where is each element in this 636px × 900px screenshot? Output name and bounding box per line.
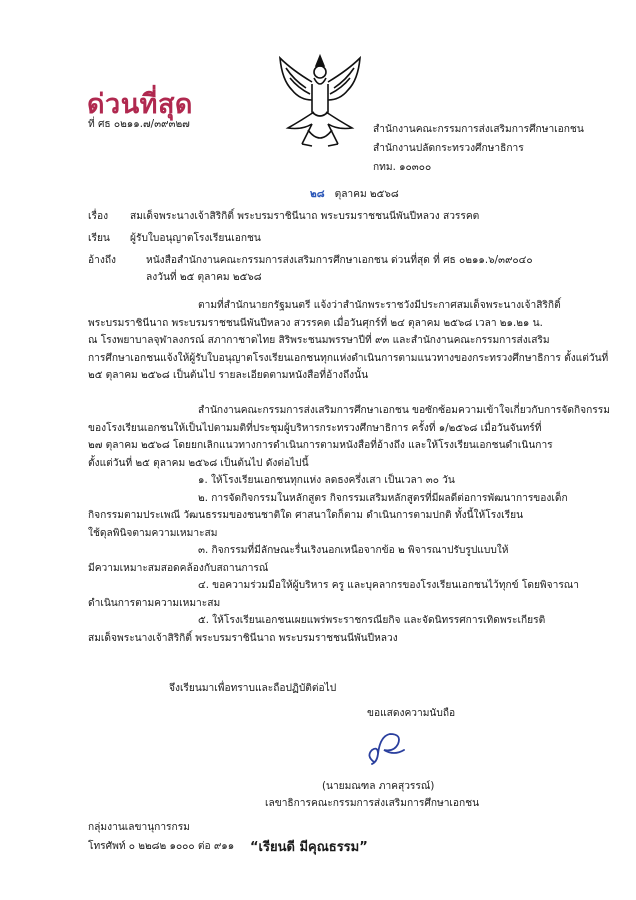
reference-number: ที่ ศธ ๐๒๑๑.๗/๓๙๓๒๗ (88, 119, 190, 130)
subject-line (88, 210, 479, 224)
motto: “เรียนดี มีคุณธรรม” (250, 840, 368, 855)
recipient-line (88, 232, 261, 246)
list-item (88, 490, 568, 543)
text-line: สมเด็จพระนางเจ้าสิริกิติ์ พระบรมราชินีนาถ พระบรมราชชนนีพันปีหลวง (88, 632, 398, 644)
text-line: ๑. ให้โรงเรียนเอกชนทุกแห่ง ลดธงครึ่งเสา เป็นเวลา ๓๐ วัน (198, 475, 455, 486)
reference-label: อ้างถึง (88, 255, 116, 266)
recipient-label: เรียน (88, 233, 110, 244)
date-month-year: ตุลาคม ๒๕๖๘ (334, 189, 399, 200)
signatory-name: (นายมณฑล ภาคสุวรรณ์) (322, 781, 435, 792)
org-line: สำนักงานปลัดกระทรวงศึกษาธิการ (373, 143, 524, 154)
garuda-emblem-icon (272, 50, 368, 150)
recipient-text: ผู้รับใบอนุญาตโรงเรียนเอกชน (130, 233, 261, 244)
urgency-heading: ด่วนที่สุด (87, 89, 193, 120)
text-line: ๓. กิจกรรมที่มีลักษณะรื่นเริงนอกเหนือจากข้อ ๒ พิจารณาปรับรูปแบบให้ (198, 545, 509, 556)
phone-number: โทรศัพท์ ๐ ๒๒๘๒ ๑๐๐๐ ต่อ ๙๑๑ (88, 841, 235, 852)
org-line: กทม. ๑๐๓๐๐ (373, 162, 432, 173)
closing-request: จึงเรียนมาเพื่อทราบและถือปฏิบัติต่อไป (169, 683, 337, 694)
list-item (88, 612, 558, 647)
text-line: ๔. ขอความร่วมมือให้ผู้บริหาร ครู และบุคลากรของโรงเรียนเอกชนไว้ทุกข์ โดยพิจารณา (198, 580, 579, 591)
complimentary-close: ขอแสดงความนับถือ (367, 708, 456, 719)
text-line: ณ โรงพยาบาลจุฬาลงกรณ์ สภากาชาดไทย สิริพระชนมพรรษาปีที่ ๙๓ และสำนักงานคณะกรรมการส่งเสริม (88, 335, 550, 346)
body-paragraph-1 (88, 297, 609, 385)
reference-text: หนังสือสำนักงานคณะกรรมการส่งเสริมการศึกษาเอกชน ด่วนที่สุด ที่ ศธ ๐๒๑๑.๖/๓๙๐๔๐ (146, 255, 533, 266)
subject-label: เรื่อง (88, 211, 109, 222)
text-line: ตามที่สำนักนายกรัฐมนตรี แจ้งว่าสำนักพระราชวังมีประกาศสมเด็จพระนางเจ้าสิริกิติ์ (198, 300, 561, 311)
reference-line (88, 254, 533, 268)
list-item (88, 577, 579, 612)
org-line: สำนักงานคณะกรรมการส่งเสริมการศึกษาเอกชน (373, 124, 584, 135)
text-line: สำนักงานคณะกรรมการส่งเสริมการศึกษาเอกชน ขอซักซ้อมความเข้าใจเกี่ยวกับการจัดกิจกรรม (198, 405, 610, 416)
text-line: ๒๕ ตุลาคม ๒๕๖๘ เป็นต้นไป รายละเอียดตามหนังสือที่อ้างถึงนั้น (88, 370, 369, 381)
subject-text: สมเด็จพระนางเจ้าสิริกิติ์ พระบรมราชินีนาถ พระบรมราชชนนีพันปีหลวง สวรรคต (130, 211, 480, 222)
text-line: กิจกรรมตามประเพณี วัฒนธรรมของชนชาติใด ศาสนาใดก็ตาม ดำเนินการตามปกติ ทั้งนี้ให้โรงเรียน (88, 510, 524, 521)
date-day: ๒๘ (310, 189, 325, 200)
handwritten-signature-icon (360, 728, 410, 768)
sender-organization (373, 120, 584, 177)
text-line: ใช้ดุลพินิจตามความเหมาะสม (88, 527, 218, 539)
reference-date: ลงวันที่ ๒๕ ตุลาคม ๒๕๖๘ (146, 272, 262, 283)
list-item (88, 542, 558, 577)
text-line: ๕. ให้โรงเรียนเอกชนเผยแพร่พระราชกรณียกิจ และจัดนิทรรศการเทิดพระเกียรติ (198, 615, 546, 626)
text-line: การศึกษาเอกชนแจ้งให้ผู้รับใบอนุญาตโรงเรียนเอกชนทุกแห่งดำเนินการตามแนวทางของกระทรวงศึกษาธิการ ตั้งแต่วันที่ (88, 352, 609, 364)
text-line: มีความเหมาะสมสอดคล้องกับสถานการณ์ (88, 562, 269, 574)
department: กลุ่มงานเลขานุการกรม (88, 822, 190, 833)
list-item (88, 472, 558, 490)
text-line: ตั้งแต่วันที่ ๒๕ ตุลาคม ๒๕๖๘ เป็นต้นไป ดังต่อไปนี้ (88, 457, 309, 469)
text-line: ของโรงเรียนเอกชนให้เป็นไปตามมติที่ประชุมผู้บริหารกระทรวงศึกษาธิการ ครั้งที่ ๑/๒๕๖๘ เมื่อวันจันทร์ที่ (88, 422, 542, 434)
signatory-position: เลขาธิการคณะกรรมการส่งเสริมการศึกษาเอกชน (265, 798, 480, 809)
body-paragraph-2 (88, 402, 610, 472)
text-line: ดำเนินการตามความเหมาะสม (88, 597, 221, 609)
text-line: ๒๗ ตุลาคม ๒๕๖๘ โดยยกเลิกแนวทางการดำเนินการตามหนังสือที่อ้างถึง และให้โรงเรียนเอกชนดำเนินการ (88, 440, 553, 451)
letter-date (310, 188, 399, 202)
numbered-list (88, 472, 579, 647)
text-line: ๒. การจัดกิจกรรมในหลักสูตร กิจกรรมเสริมหลักสูตรที่มีผลดีต่อการพัฒนาการของเด็ก (198, 492, 568, 504)
text-line: พระบรมราชินีนาถ พระบรมราชชนนีพันปีหลวง สวรรคต เมื่อวันศุกร์ที่ ๒๔ ตุลาคม ๒๕๖๘ เวลา ๒๑.๒๑ น. (88, 317, 543, 329)
